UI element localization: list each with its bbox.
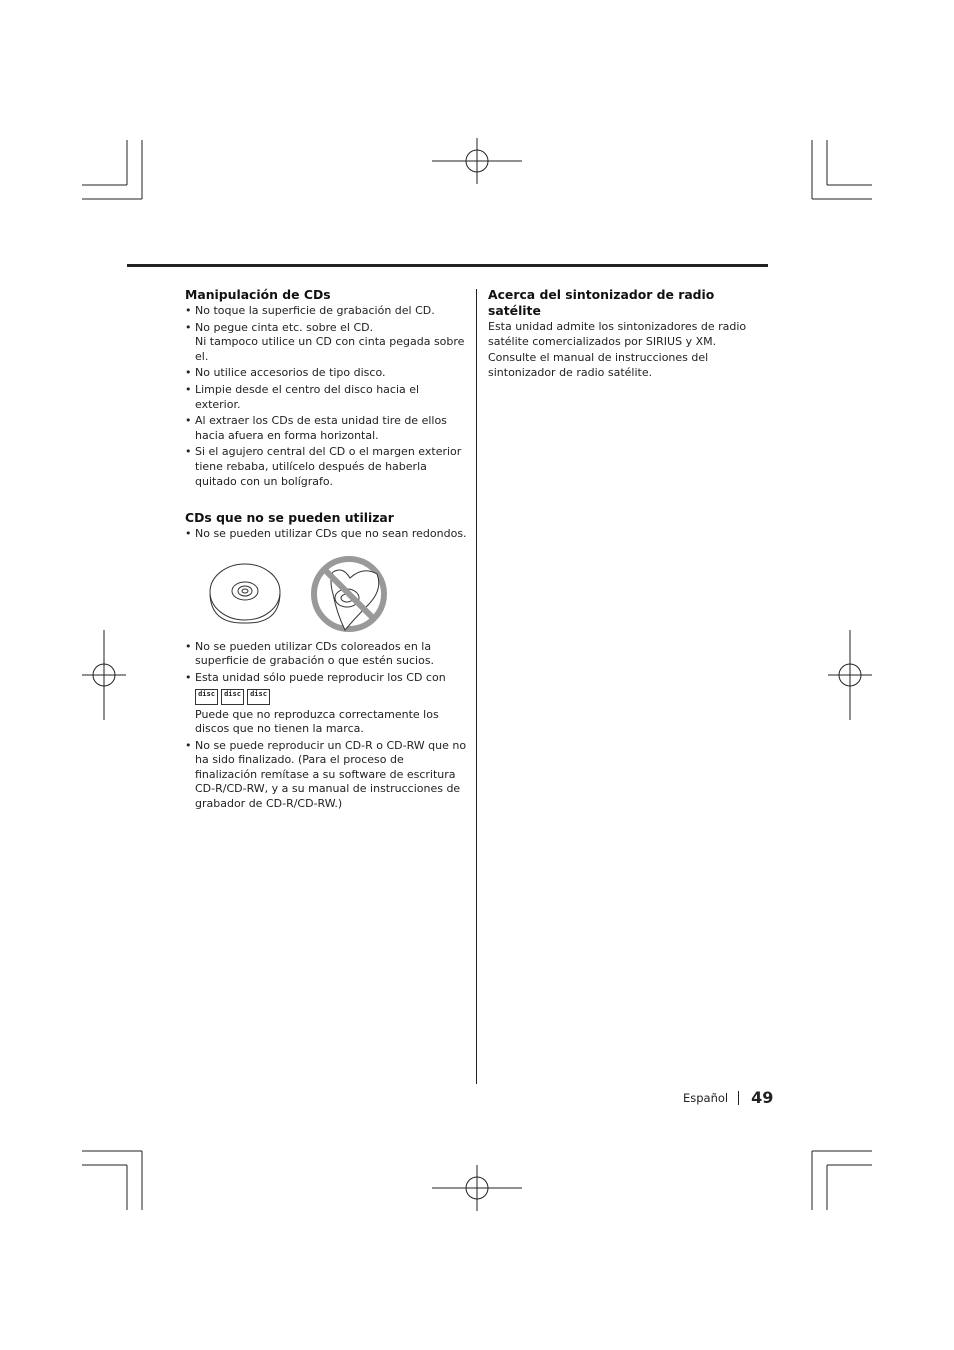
list-item: • No toque la superficie de grabación del CD. xyxy=(185,304,467,319)
column-divider xyxy=(476,289,477,1084)
compact-disc-logo-icon: disc xyxy=(195,689,218,705)
unusable-cds-list xyxy=(185,527,467,542)
footer-divider xyxy=(738,1091,739,1105)
paragraph: Consulte el manual de instrucciones del sintonizador de radio satélite. xyxy=(488,351,709,379)
disc-logo-row xyxy=(195,689,467,705)
logo-note: Puede que no reproduzca correctamente los discos que no tienen la marca. xyxy=(195,707,439,736)
header-rule xyxy=(127,264,768,267)
list-item: • No se puede reproducir un CD-R o CD-RW que no ha sido finalizado. (Para el proceso de finalización remítase a su software de escritura CD-R/CD-RW, y a su manual de instrucciones de grabador de CD-R/CD-RW.) xyxy=(185,739,467,812)
right-column xyxy=(488,287,770,382)
disc-shapes-icon xyxy=(185,544,467,640)
page-footer xyxy=(683,1088,773,1107)
section-title-satellite-radio: Acerca del sintonizador de radio satélite xyxy=(488,287,715,318)
unusable-cds-list-continued xyxy=(185,640,467,812)
list-item: • Limpie desde el centro del disco hacia el exterior. xyxy=(185,383,467,412)
list-item: • No se pueden utilizar CDs que no sean redondos. xyxy=(185,527,467,542)
cd-handling-list xyxy=(185,304,467,489)
left-column xyxy=(185,287,467,814)
compact-disc-logo-icon: disc xyxy=(221,689,244,705)
language-label: Español xyxy=(683,1090,729,1105)
paragraph: Esta unidad admite los sintonizadores de radio satélite comercializados por SIRIUS y XM. xyxy=(488,320,747,348)
section-title-cd-handling: Manipulación de CDs xyxy=(185,287,331,302)
list-item: • Si el agujero central del CD o el margen exterior tiene rebaba, utilícelo después de haberla quitado con un bolígrafo. xyxy=(185,445,467,489)
list-item: • No se pueden utilizar CDs coloreados en la superficie de grabación o que estén sucios. xyxy=(185,640,467,669)
list-item: • Esta unidad sólo puede reproducir los CD con disc disc disc Puede que no reproduzca correctamente los discos que no tienen la marca. xyxy=(185,671,467,737)
list-item: • No pegue cinta etc. sobre el CD. Ni tampoco utilice un CD con cinta pegada sobre el. xyxy=(185,321,467,365)
page-number: 49 xyxy=(751,1088,774,1107)
compact-disc-logo-icon: disc xyxy=(247,689,270,705)
list-item: • No utilice accesorios de tipo disco. xyxy=(185,366,467,381)
section-title-unusable-cds: CDs que no se pueden utilizar xyxy=(185,510,394,526)
list-item: • Al extraer los CDs de esta unidad tire de ellos hacia afuera en forma horizontal. xyxy=(185,414,467,443)
disc-illustration xyxy=(185,544,467,640)
